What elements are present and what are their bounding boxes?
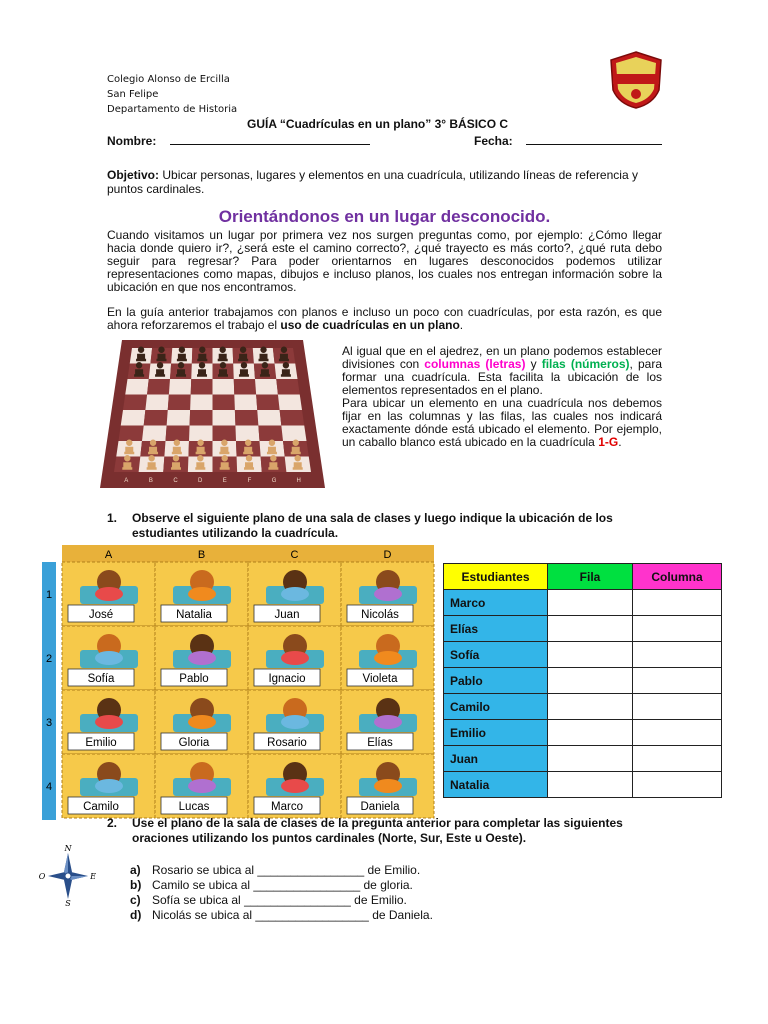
student-name: Pablo (444, 668, 548, 694)
grid-paragraph (107, 306, 662, 332)
chess-square (235, 426, 259, 442)
school-logo (607, 50, 665, 110)
date-blank[interactable] (526, 133, 662, 145)
sentence-d (130, 908, 433, 923)
intro-paragraph: Cuando visitamos un lugar por primera vez nos surgen preguntas como, por ejemplo: ¿Cómo llegar hacia donde quiero ir?, ¿será este el camino correcto?, ¿qué trayecto es más corto?, ¿qué ruta debo seguir para regresar? Para poder orientarnos en lugares desconocidos podemos utilizar representaciones como mapas, dibujos e incluso planos, los cuales nos entregan información sobre la ubicación en que nos encontramos. (107, 228, 662, 294)
chess-square (121, 410, 146, 426)
chess-file-label: C (173, 478, 178, 484)
fila-answer-cell[interactable] (548, 616, 633, 642)
chess-text-4: Para ubicar un elemento en una cuadrícula nos debemos fijar en las columnas y las filas, las cuales nos indicará exactamente dónde está ubicado el elemento. Por ejemplo, un caballo blanco está ubicado en la cuadrícula (342, 396, 662, 449)
chess-square (123, 395, 147, 411)
sentence-label: a) (130, 863, 141, 877)
header-columna: Columna (633, 564, 722, 590)
chess-text-1: Al igual que en el ajedrez, en un plano podemos establecer divisiones con (342, 344, 662, 371)
sentence-text: de gloria. (360, 878, 413, 892)
grid-row-label: 4 (45, 781, 53, 793)
compass-n: N (64, 844, 72, 853)
chess-square (281, 426, 306, 442)
chess-square (125, 379, 149, 395)
student-name: Sofía (444, 642, 548, 668)
columna-answer-cell[interactable] (633, 616, 722, 642)
grid-cell (62, 626, 155, 690)
header-fila: Fila (548, 564, 633, 590)
grid-cell (155, 754, 248, 818)
student-row (444, 616, 722, 642)
example-highlight: 1-G (598, 435, 619, 449)
student-name-tag: Ignacio (268, 673, 306, 685)
grid-cell (62, 690, 155, 754)
compass-rose-icon (40, 845, 96, 907)
student-table-header (444, 564, 722, 590)
grid-cell (341, 754, 434, 818)
student-row (444, 746, 722, 772)
question-1 (107, 511, 662, 541)
chess-square (145, 395, 169, 411)
student-name-tag: Juan (274, 609, 300, 621)
grid-column-header (62, 545, 434, 562)
student-table (443, 563, 722, 798)
grid-cell (341, 690, 434, 754)
chess-square (257, 410, 281, 426)
sentence-b (130, 878, 433, 893)
student-name-tag: Marco (271, 801, 303, 813)
name-field[interactable] (107, 133, 370, 148)
chess-square (256, 395, 280, 411)
chess-file-label: D (198, 478, 203, 484)
student-name: Marco (444, 590, 548, 616)
chess-board-image (100, 340, 325, 488)
student-name-tag: Daniela (360, 801, 400, 813)
grid-cell (341, 562, 434, 626)
grid-row-label: 1 (45, 589, 53, 601)
columns-highlight: columnas (letras) (424, 357, 526, 371)
chess-file-label: H (296, 478, 301, 484)
student-name: Juan (444, 746, 548, 772)
student-name-tag: Emilio (85, 737, 117, 749)
compass-s: S (65, 899, 71, 908)
chess-square (255, 379, 278, 395)
chess-square (167, 410, 191, 426)
school-name: Colegio Alonso de Ercilla (107, 74, 230, 85)
name-blank[interactable] (170, 133, 370, 145)
header-estudiantes: Estudiantes (444, 564, 548, 590)
grid-column-label: D (383, 549, 392, 561)
sentence-list (130, 863, 433, 923)
classroom-grid (42, 545, 434, 823)
chess-paragraph (342, 345, 662, 449)
chess-file-label: G (271, 478, 277, 484)
grid-paragraph-text: En la guía anterior trabajamos con planos e incluso un poco con cuadrículas, por esta razón, es que ahora reforzaremos el trabajo el (107, 305, 662, 332)
student-name: Camilo (444, 694, 548, 720)
grid-paragraph-end: . (459, 318, 464, 332)
student-name-tag: Rosario (267, 737, 307, 749)
chess-square (213, 379, 235, 395)
grid-column-label: C (290, 549, 299, 561)
date-label: Fecha: (474, 134, 513, 148)
answer-blank[interactable]: ________________ (253, 878, 361, 892)
chess-square (142, 426, 167, 442)
student-name-tag: Pablo (179, 673, 209, 685)
chess-square (144, 410, 168, 426)
chess-square (169, 379, 191, 395)
columna-answer-cell[interactable] (633, 772, 722, 798)
chess-square (168, 395, 191, 411)
grid-cell (248, 562, 341, 626)
grid-cell (248, 626, 341, 690)
name-label: Nombre: (107, 134, 157, 148)
school-department: Departamento de Historia (107, 104, 238, 115)
fila-answer-cell[interactable] (548, 772, 633, 798)
sentence-text: Sofía se ubica al (152, 893, 245, 907)
objective-text: Ubicar personas, lugares y elementos en una cuadrícula, utilizando líneas de referencia y puntos cardinales. (107, 168, 638, 196)
chess-square (235, 410, 259, 426)
fila-answer-cell[interactable] (548, 694, 633, 720)
grid-column-label: B (197, 549, 206, 561)
student-row (444, 720, 722, 746)
grid-cell (62, 562, 155, 626)
grid-cell (62, 754, 155, 818)
chess-square (147, 379, 170, 395)
student-name-tag: Lucas (178, 801, 210, 813)
grid-cell (155, 562, 248, 626)
question-2-number: 2. (107, 816, 118, 830)
student-name: Emilio (444, 720, 548, 746)
sentence-a (130, 863, 433, 878)
answer-blank[interactable]: ________________ (257, 863, 365, 877)
chess-square (189, 426, 213, 442)
answer-blank[interactable]: ________________ (244, 893, 351, 907)
grid-paragraph-bold: uso de cuadrículas en un plano (280, 318, 460, 332)
grid-row-label: 2 (45, 653, 53, 665)
student-name: Elías (444, 616, 548, 642)
sentence-text: de Emilio. (350, 893, 407, 907)
student-name: Natalia (444, 772, 548, 798)
sentence-c (130, 893, 433, 908)
chess-square (190, 410, 213, 426)
chess-square (166, 426, 190, 442)
date-field[interactable] (474, 133, 662, 148)
columna-answer-cell[interactable] (633, 746, 722, 772)
student-row (444, 590, 722, 616)
columna-answer-cell[interactable] (633, 668, 722, 694)
student-row (444, 668, 722, 694)
chess-square (119, 426, 144, 442)
grid-cell (341, 626, 434, 690)
student-name-tag: Camilo (83, 801, 119, 813)
grid-cell (155, 626, 248, 690)
fila-answer-cell[interactable] (548, 746, 633, 772)
compass-e: E (90, 872, 96, 881)
question-2-text: Use el plano de la sala de clases de la pregunta anterior para completar las siguientes oraciones utilizando los puntos cardinales (Norte, Sur, Este u Oeste). (132, 816, 623, 845)
chess-square (234, 395, 257, 411)
columna-answer-cell[interactable] (633, 720, 722, 746)
chess-text-3: , para formar una cuadrícula. Esta facilita la ubicación de los elementos representados en el plano. (342, 357, 662, 397)
objective-label: Objetivo: (107, 168, 160, 182)
chess-square (190, 395, 212, 411)
chess-file-label: F (247, 478, 252, 484)
student-name-tag: Violeta (362, 673, 398, 685)
chess-square (213, 395, 235, 411)
question-1-text: Observe el siguiente plano de una sala de clases y luego indique la ubicación de los estudiantes utilizando la cuadrícula. (132, 511, 613, 540)
grid-cell (248, 690, 341, 754)
chess-square (213, 410, 236, 426)
question-1-number: 1. (107, 511, 118, 525)
chess-file-label: A (124, 478, 129, 484)
sentence-text: de Daniela. (368, 908, 433, 922)
student-row (444, 694, 722, 720)
grid-cell (248, 754, 341, 818)
sentence-text: Camilo se ubica al (152, 878, 254, 892)
section-heading: Orientándonos en un lugar desconocido. (218, 207, 551, 226)
sentence-text: de Emilio. (364, 863, 421, 877)
school-city: San Felipe (107, 89, 159, 100)
sentence-label: b) (130, 878, 142, 892)
fila-answer-cell[interactable] (548, 590, 633, 616)
guide-title: GUÍA “Cuadrículas en un plano” 3° BÁSICO C (247, 117, 509, 131)
student-name-tag: Natalia (176, 609, 212, 621)
question-2 (107, 816, 662, 846)
columna-answer-cell[interactable] (633, 694, 722, 720)
answer-blank[interactable]: _________________ (255, 908, 369, 922)
student-name-tag: Elías (367, 737, 393, 749)
sentence-text: Nicolás se ubica al (152, 908, 256, 922)
student-name-tag: Sofía (87, 673, 115, 685)
chess-square (258, 426, 283, 442)
chess-file-label: B (148, 478, 153, 484)
student-row (444, 642, 722, 668)
compass-o: O (38, 872, 46, 881)
chess-square (191, 379, 213, 395)
grid-row-label: 3 (45, 717, 53, 729)
school-info (107, 72, 237, 117)
fila-answer-cell[interactable] (548, 720, 633, 746)
chess-square (276, 379, 300, 395)
grid-column-label: A (104, 549, 113, 561)
sentence-text: Rosario se ubica al (152, 863, 258, 877)
columna-answer-cell[interactable] (633, 590, 722, 616)
rows-highlight: filas (números) (541, 357, 630, 371)
student-row (444, 772, 722, 798)
chess-file-label: E (222, 478, 227, 484)
sentence-label: d) (130, 908, 142, 922)
chess-text-5: . (618, 435, 622, 449)
fila-answer-cell[interactable] (548, 642, 633, 668)
chess-square (213, 426, 237, 442)
chess-text-2: y (525, 357, 542, 371)
chess-square (278, 395, 302, 411)
objective (107, 168, 647, 196)
columna-answer-cell[interactable] (633, 642, 722, 668)
chess-square (280, 410, 305, 426)
grid-cell (155, 690, 248, 754)
student-name-tag: Nicolás (361, 609, 399, 621)
chess-square (234, 379, 256, 395)
student-name-tag: Gloria (178, 737, 210, 749)
fila-answer-cell[interactable] (548, 668, 633, 694)
student-name-tag: José (88, 609, 114, 621)
sentence-label: c) (130, 893, 141, 907)
